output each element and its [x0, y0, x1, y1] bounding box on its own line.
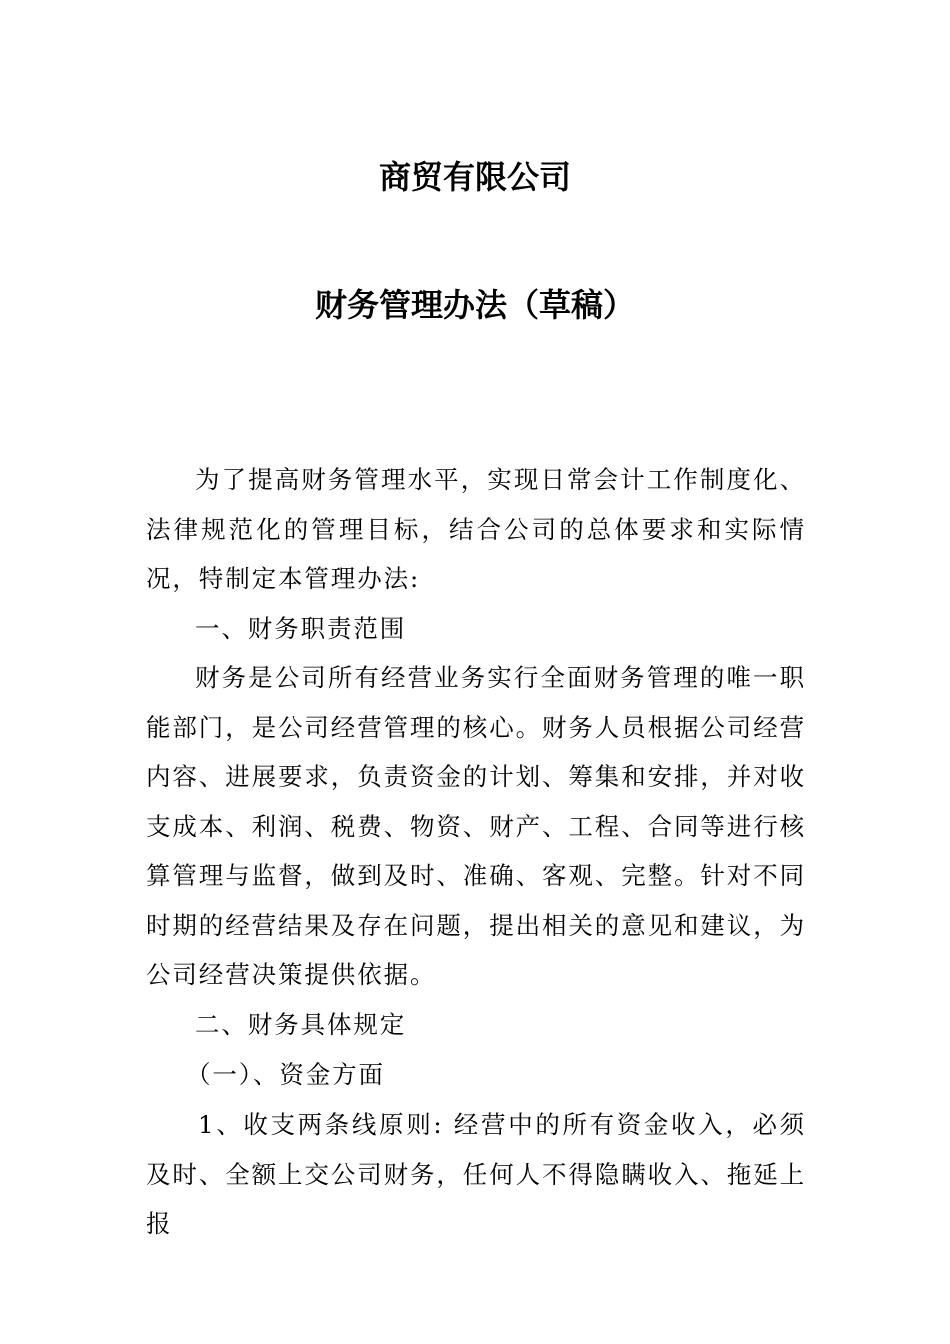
responsibilities-paragraph: 财务是公司所有经营业务实行全面财务管理的唯一职能部门，是公司经营管理的核心。财务人员根据公司经营内容、进展要求，负责资金的计划、筹集和安排，并对收支成本、利润、税费、物资、财产、工程、合同等进行核算管理与监督，做到及时、准确、客观、完整。针对不同时期的经营结果及存在问题，提出相关的意见和建议，为公司经营决策提供依据。: [146, 663, 806, 989]
section-heading-regulations: 二、财务具体规定: [195, 1010, 407, 1039]
subsection-heading-funds: （一）、资金方面: [186, 1060, 385, 1089]
intro-paragraph: 为了提高财务管理水平，实现日常会计工作制度化、法律规范化的管理目标，结合公司的总体要求和实际情况，特制定本管理办法:: [146, 465, 806, 593]
item-paragraph: 1、收支两条线原则: 经营中的所有资金收入，必须及时、全额上交公司财务，任何人不得隐瞒收入、拖延上报: [146, 1110, 806, 1238]
section-heading-responsibilities: 一、财务职责范围: [195, 614, 407, 643]
company-title: 商贸有限公司: [378, 158, 571, 196]
document-title: 财务管理办法（草稿）: [314, 286, 635, 324]
